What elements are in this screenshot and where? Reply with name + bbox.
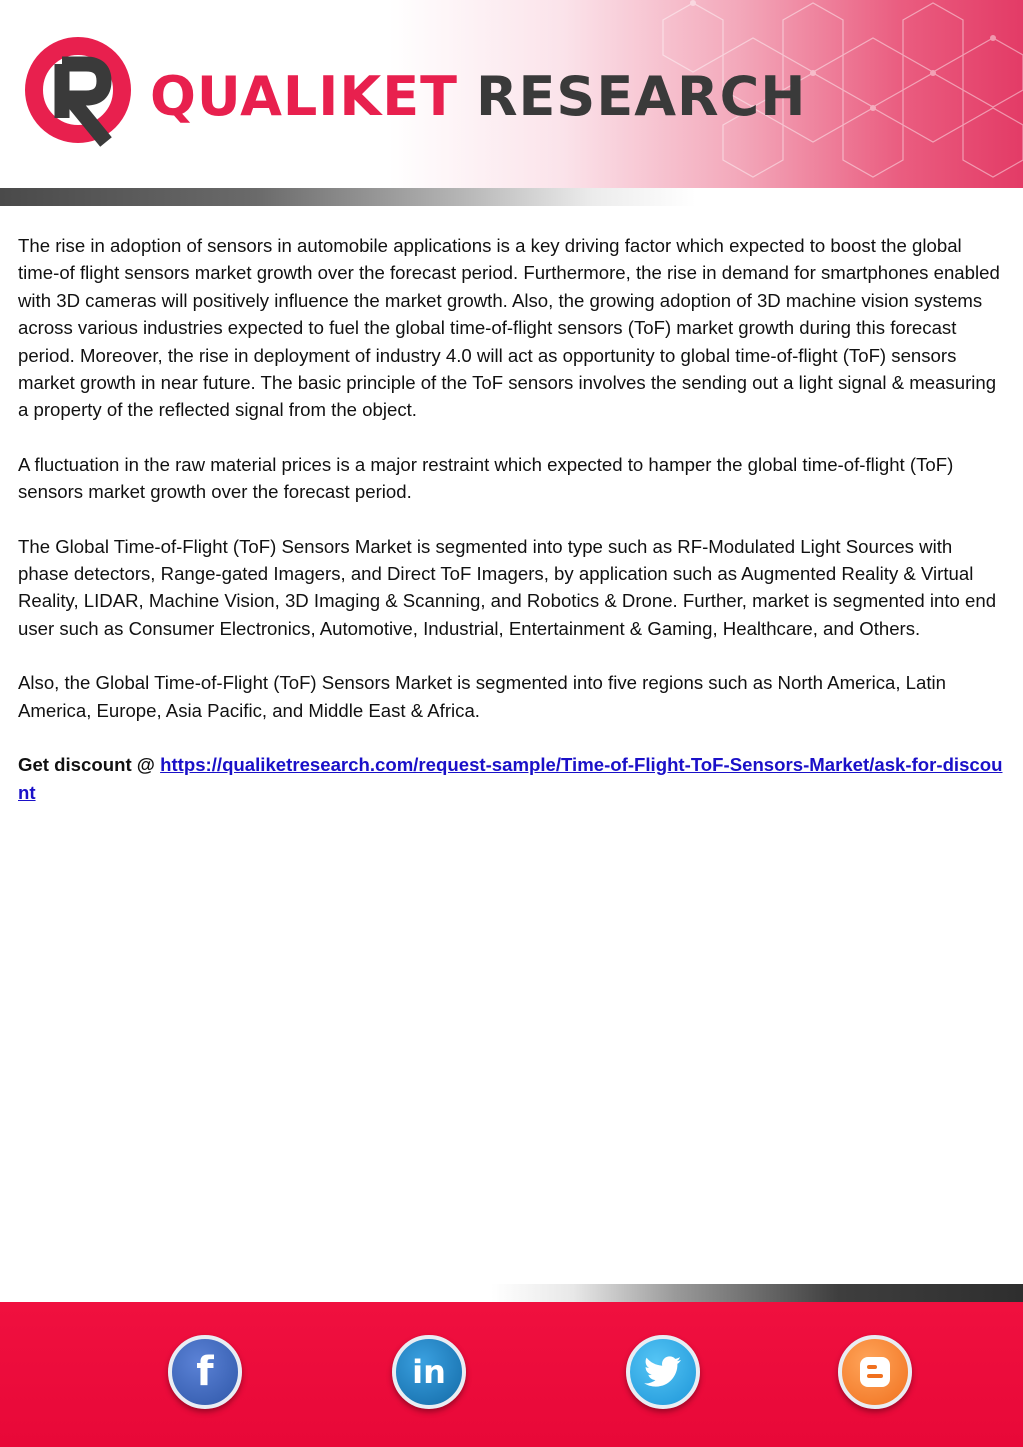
brand-word-research: RESEARCH (475, 65, 807, 128)
paragraph-segmentation: The Global Time-of-Flight (ToF) Sensors Market is segmented into type such as RF-Modulated Light Sources with phase detectors, Range-gated Imagers, and Direct ToF Imagers, by application such as Augmented Reality & Virtual Reality, LIDAR, Machine Vision, 3D Imaging & Scanning, and Robotics & Drone. Further, market is segmented into end user such as Consumer Electronics, Automotive, Industrial, Entertainment & Gaming, Healthcare, and Others. (18, 535, 997, 639)
brand-name (150, 62, 806, 132)
discount-label: Get discount @ (18, 754, 161, 776)
twitter-bird-glyph (644, 1356, 682, 1388)
paragraph-drivers: The rise in adoption of sensors in automobile applications is a key driving factor which expected to boost the global time-of flight sensors market growth over the forecast period. Furthermore, the rise in demand for smartphones enabled with 3D cameras will positively influence the market growth. Also, the growing adoption of 3D machine vision systems across various industries expected to fuel the global time-of-flight sensors (ToF) market growth during this forecast period. Moreover, the rise in deployment of industry 4.0 will act as opportunity to global time-of-flight (ToF) sensors market growth in near future. The basic principle of the ToF sensors involves the sending out a light signal & measuring a property of the reflected signal from the object. (18, 235, 1000, 421)
blogger-icon[interactable] (838, 1335, 912, 1409)
blogger-b-glyph (858, 1355, 892, 1389)
discount-link[interactable]: https://qualiketresearch.com/request-sample/Time-of-Flight-ToF-Sensors-Market/ask-for-discount (18, 754, 1003, 803)
discount-line (18, 751, 1008, 806)
article-body (18, 232, 1008, 833)
paragraph-regions: Also, the Global Time-of-Flight (ToF) Sensors Market is segmented into five regions such as North America, Latin America, Europe, Asia Pacific, and Middle East & Africa. (18, 672, 947, 721)
linkedin-icon[interactable]: in (392, 1335, 466, 1409)
page-header (0, 0, 1023, 190)
footer-divider-bar (0, 1284, 1023, 1302)
qr-logo-icon (22, 34, 142, 152)
facebook-icon[interactable]: f (168, 1335, 242, 1409)
paragraph-restraint: A fluctuation in the raw material prices is a major restraint which expected to hamper the global time-of-flight (ToF) sensors market growth over the forecast period. (18, 453, 954, 503)
brand-word-qualiket: QUALIKET (150, 65, 458, 128)
header-divider-bar (0, 188, 1023, 206)
twitter-icon[interactable] (626, 1335, 700, 1409)
